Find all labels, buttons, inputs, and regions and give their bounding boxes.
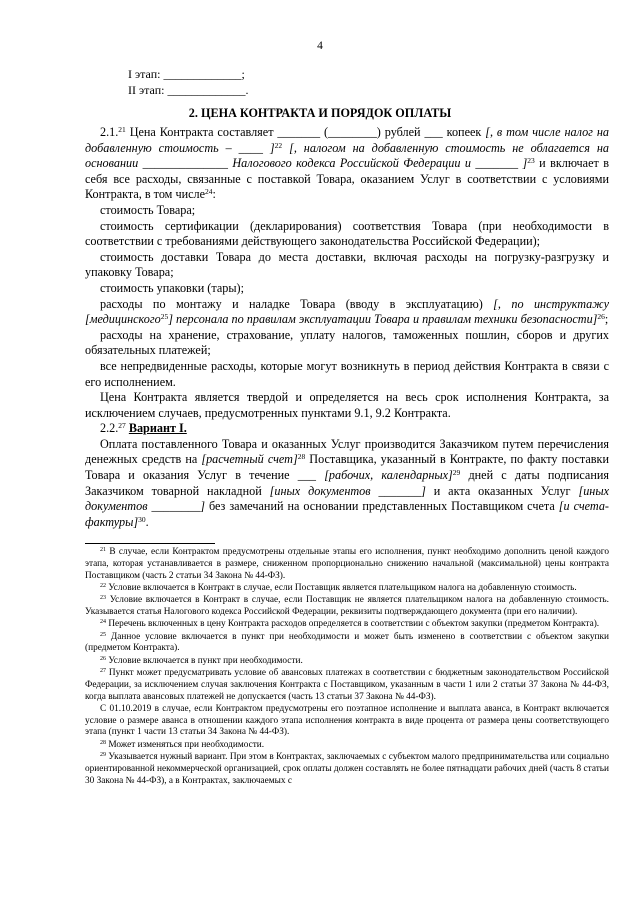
footnote: $^{22}$ Условие включается в Контракт в случае, если Поставщик является плательщиком налога на добавленную стоимость. <box>100 582 577 593</box>
footnote: $^{29}$ Указывается нужный вариант. При этом в Контрактах, заключаемых с субъектом малого предпринимательства или социально ориентированной некоммерческой организацией, срок оплаты должен составлять не более пятнадцати рабочих дней (часть 8 статьи 30 Закона № 44-ФЗ), а в Контрактах, заключаемых с <box>85 752 609 786</box>
variant-label: Вариант I. <box>128 421 187 436</box>
cost-item-mount: расходы по монтажу и наладке Товара (вводу в эксплуатацию) [, по инструктажу [медицинского$^{25}$] персонала по правилам эксплуатации Товара и правилам техники безопасности]$^{26}$; <box>85 296 609 327</box>
footnote: $^{25}$ Данное условие включается в пункт при необходимости и может быть изменено в соответствии с объектом закупки (предметом Контракта). <box>85 631 609 654</box>
footnote: $^{21}$ В случае, если Контрактом предусмотрены отдельные этапы его исполнения, пункт необходимо дополнить ценой каждого этапа, которая устанавливается в размере, сниженном пропорционально снижению начальной (максимальной) цены контракта Поставщиком (часть 2 статьи 34 Закона № 44-ФЗ). <box>85 547 609 581</box>
cost-item: расходы на хранение, страхование, уплату налогов, таможенных пошлин, сборов и других обязательных платежей; <box>85 327 609 358</box>
section-body <box>85 125 609 530</box>
cost-item: все непредвиденные расходы, которые могут возникнуть в период действия Контракта в связи с его исполнением. <box>85 358 609 389</box>
footnote-separator <box>85 543 215 544</box>
cost-item: стоимость сертификации (декларирования) соответствия Товара (при необходимости в соответствии с требованиями действующего законодательства Российской Федерации); <box>85 218 609 249</box>
stage-line-1: I этап: _____________; <box>128 67 245 81</box>
footnote: $^{24}$ Перечень включенных в цену Контракта расходов определяется в соответствии с объектом закупки (предметом Контракта). <box>100 619 600 630</box>
cost-item: стоимость доставки Товара до места доставки, включая расходы на погрузку-разгрузку и упаковку Товара; <box>85 249 609 280</box>
footnotes <box>85 547 609 788</box>
section-heading: 2. ЦЕНА КОНТРАКТА И ПОРЯДОК ОПЛАТЫ <box>188 106 452 120</box>
footnote: $^{27}$ Пункт может предусматривать условие об авансовых платежах в соответствии с бюджетным законодательством Российской Федерации, за исключением случая заключения Контракта с Поставщиком, указанным в части 1 или 2 статьи 37 Закона № 44-ФЗ, когда выплата авансовых платежей не допускается (часть 13 статьи 37 Закона № 44-ФЗ). <box>85 667 609 702</box>
footnote: $^{28}$ Может изменяться при необходимости. <box>100 739 265 750</box>
cost-item: стоимость Товара; <box>100 202 196 217</box>
clause-2-1: 2.1.21 Цена Контракта составляет _______ (________) рублей ___ копеек [, в том числе налог на добавленную стоимость – ____ ]$^{22}$ [, налогом на добавленную стоимость не облагается на основании ______________ Налогового кодекса Российской Федерации и _______ ]$^{23}$ и включает в себя все расходы, связанные с поставкой Товара, оказанием Услуг в соответствии с условиями Контракта, в том числе$^{24}$: <box>85 125 610 202</box>
footnote: $^{26}$ Условие включается в пункт при необходимости. <box>100 655 303 666</box>
page-number: 4 <box>317 40 323 52</box>
clause-2-2: 2.2.27 Вариант I. <box>100 421 187 436</box>
stage-line-2: II этап: _____________. <box>128 83 249 97</box>
footnote: $^{23}$ Условие включается в Контракт в случае, если Поставщик не является плательщиком налога на добавленную стоимость. Указывается статья Налогового кодекса Российской Федерации, реквизиты подтверждающего документа (при его наличии). <box>85 595 609 617</box>
fixed-price-paragraph: Цена Контракта является твердой и определяется на весь срок исполнения Контракта, за исключением случаев, предусмотренных пунктами 9.1, 9.2 Контракта. <box>85 390 609 420</box>
payment-paragraph: Оплата поставленного Товара и оказанных Услуг производится Заказчиком путем перечисления денежных средств на [расчетный счет]$^{28}$ Поставщика, указанный в Контракте, по факту поставки Товара и оказания Услуг в течение ___ [рабочих, календарных]$^{29}$ дней с даты подписания Заказчиком товарной накладной [иных документов _______] и акта оказанных Услуг [иных документов ________] без замечаний на основании представленных Поставщиком счета [и счета-фактуры]$^{30}$. <box>85 436 609 529</box>
footnote-continuation: С 01.10.2019 в случае, если Контрактом предусмотрены его поэтапное исполнение и выплата аванса, в Контракт включается условие о размере аванса в отношении каждого этапа исполнения контракта в виде процента от размера цены соответствующего этапа (пункт 1 части 13 статьи 34 Закона № 44-ФЗ). <box>85 703 609 738</box>
cost-item: стоимость упаковки (тары); <box>100 280 244 295</box>
